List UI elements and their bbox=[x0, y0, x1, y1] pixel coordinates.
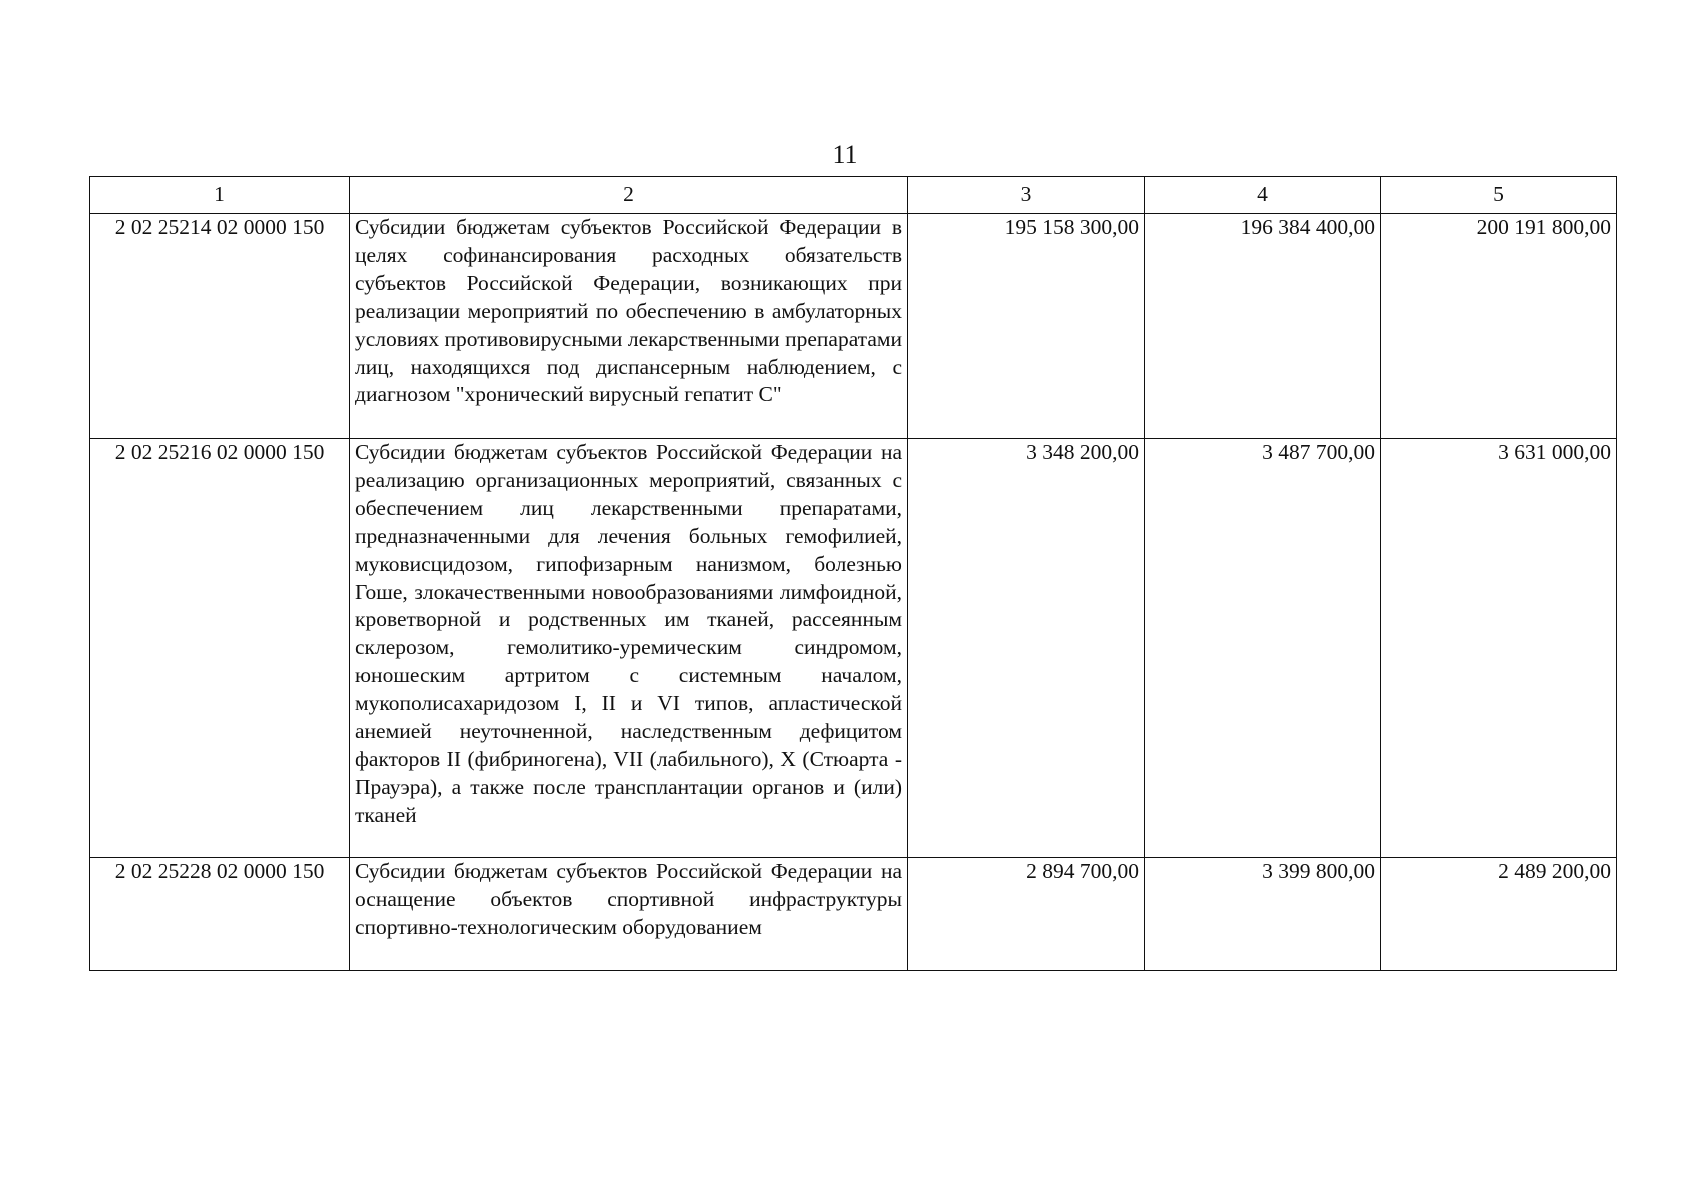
description-cell: Субсидии бюджетам субъектов Российской Федерации на реализацию организационных мероприятий, связанных с обеспечением лиц лекарственными препаратами, предназначенными для лечения больных гемофилией, муковисцидозом, гипофизарным нанизмом, болезнью Гоше, злокачественными новообразованиями лимфоидной, кроветворной и родственных им тканей, рассеянным склерозом, гемолитико-уремическим синдромом, юношеским артритом с системным началом, мукополисахаридозом I, II и VI типов, апластической анемией неуточненной, наследственным дефицитом факторов II (фибриногена), VII (лабильного), X (Стюарта - Прауэра), а также после трансплантации органов и (или) тканей bbox=[350, 439, 908, 858]
amount-col4-cell: 196 384 400,00 bbox=[1145, 214, 1381, 439]
amount-col3-cell: 2 894 700,00 bbox=[908, 858, 1145, 971]
column-number-row bbox=[90, 177, 1617, 214]
amount-col5-cell: 3 631 000,00 bbox=[1381, 439, 1617, 858]
amount-col4-cell: 3 399 800,00 bbox=[1145, 858, 1381, 971]
table-row bbox=[90, 214, 1617, 439]
budget-code-cell: 2 02 25228 02 0000 150 bbox=[90, 858, 350, 971]
amount-col3-cell: 195 158 300,00 bbox=[908, 214, 1145, 439]
description-cell: Субсидии бюджетам субъектов Российской Федерации на оснащение объектов спортивной инфраструктуры спортивно-технологическим оборудованием bbox=[350, 858, 908, 971]
amount-col5-cell: 200 191 800,00 bbox=[1381, 214, 1617, 439]
column-header-2: 2 bbox=[350, 177, 908, 214]
table-row bbox=[90, 439, 1617, 858]
column-header-3: 3 bbox=[908, 177, 1145, 214]
amount-col4-cell: 3 487 700,00 bbox=[1145, 439, 1381, 858]
column-header-5: 5 bbox=[1381, 177, 1617, 214]
budget-table bbox=[89, 176, 1617, 971]
budget-code-cell: 2 02 25214 02 0000 150 bbox=[90, 214, 350, 439]
page-number: 11 bbox=[832, 140, 858, 169]
description-cell: Субсидии бюджетам субъектов Российской Федерации в целях софинансирования расходных обязательств субъектов Российской Федерации, возникающих при реализации мероприятий по обеспечению в амбулаторных условиях противовирусными лекарственными препаратами лиц, находящихся под диспансерным наблюдением, с диагнозом "хронический вирусный гепатит С" bbox=[350, 214, 908, 439]
column-header-1: 1 bbox=[90, 177, 350, 214]
column-header-4: 4 bbox=[1145, 177, 1381, 214]
table-row bbox=[90, 858, 1617, 971]
amount-col5-cell: 2 489 200,00 bbox=[1381, 858, 1617, 971]
budget-code-cell: 2 02 25216 02 0000 150 bbox=[90, 439, 350, 858]
amount-col3-cell: 3 348 200,00 bbox=[908, 439, 1145, 858]
